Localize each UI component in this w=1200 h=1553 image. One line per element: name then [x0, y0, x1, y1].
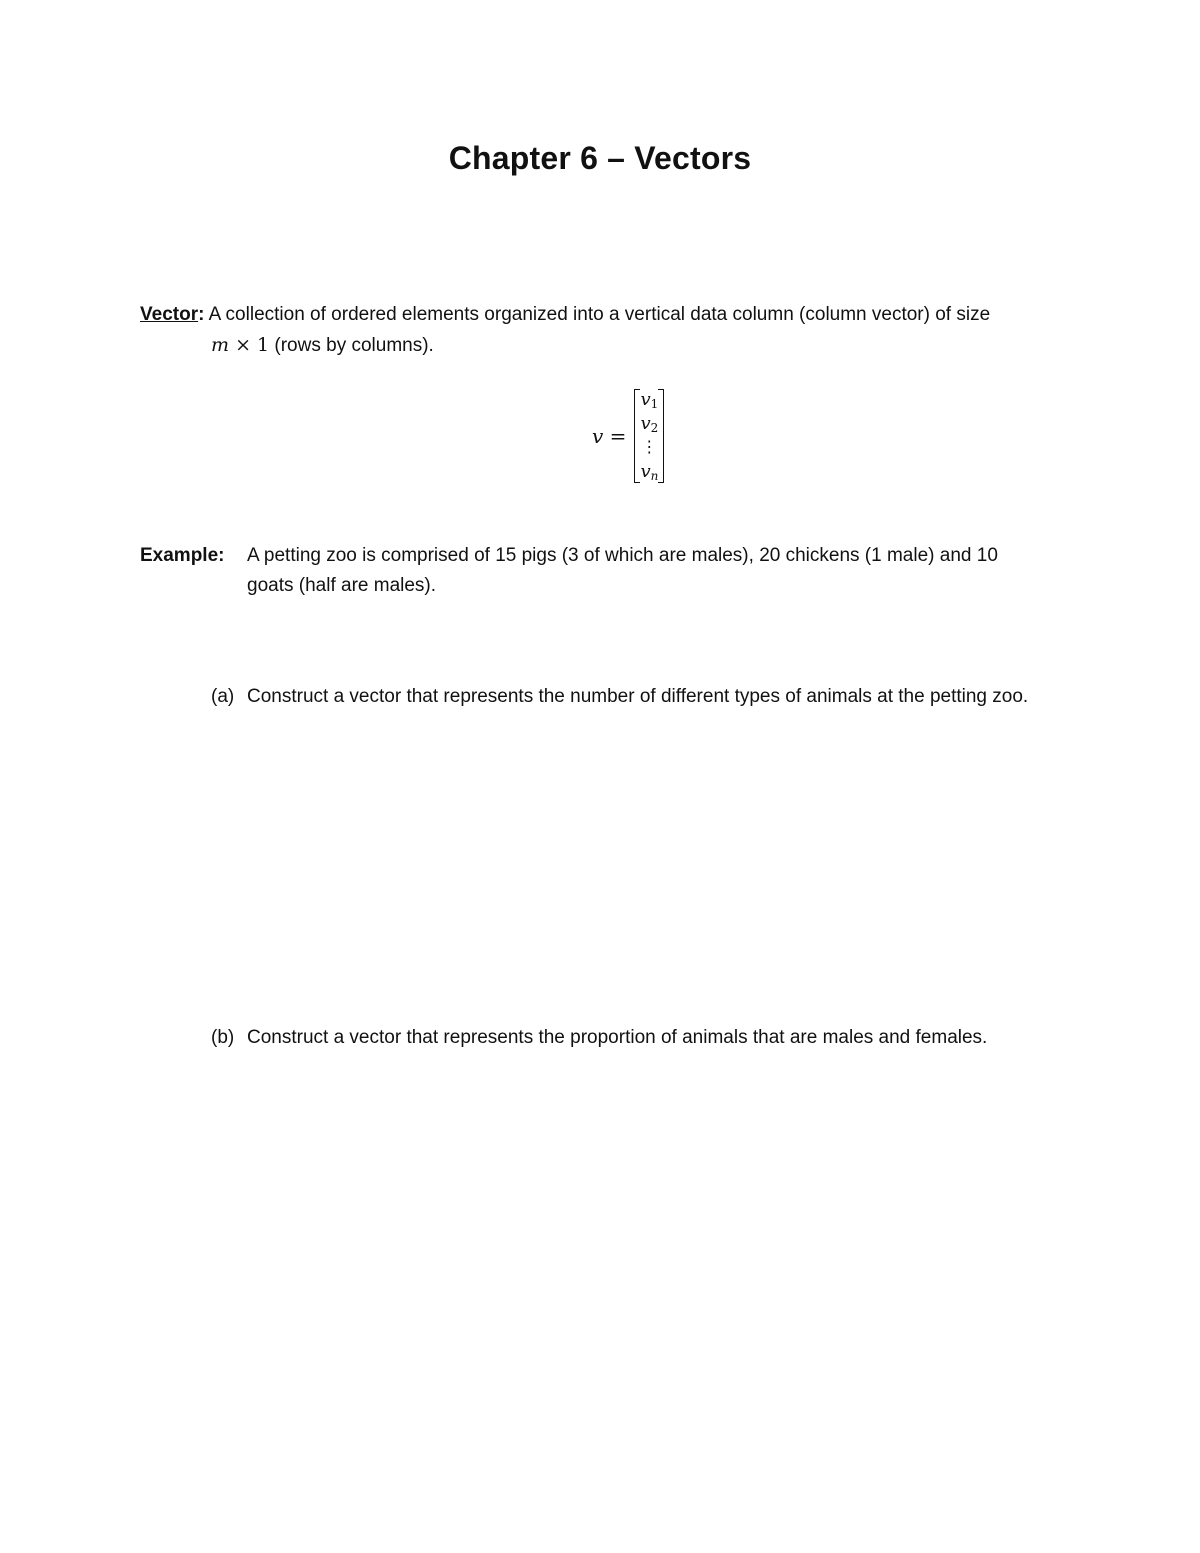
vector-entry: [640, 389, 658, 411]
definition-text: A collection of ordered elements organized into a vertical data column (column vector) of size: [204, 304, 991, 325]
vector-equation: [592, 388, 664, 484]
definition-colon: :: [198, 304, 205, 325]
vector-entry: [640, 413, 658, 435]
question-a-text: Construct a vector that represents the number of different types of animals at the petting zoo.: [247, 686, 1029, 707]
definition-text-rest: (rows by columns).: [269, 335, 434, 356]
entry-base: v: [640, 461, 651, 482]
question-b-text: Construct a vector that represents the proportion of animals that are males and females.: [247, 1027, 988, 1048]
equals-sign: =: [603, 424, 627, 448]
entry-base: v: [640, 389, 651, 410]
vector-entry: [640, 461, 658, 483]
entry-subscript: 1: [650, 397, 659, 411]
definition-term: Vector: [140, 304, 199, 325]
column-vector-bracket: [634, 389, 664, 483]
equation-lhs: [592, 424, 626, 448]
entry-base: v: [640, 413, 651, 434]
size-m: m: [211, 334, 230, 356]
definition-line-2: [140, 330, 1060, 361]
vector-definition: [140, 300, 1060, 361]
entry-subscript: 2: [650, 421, 659, 435]
vertical-ellipsis: ⋮: [641, 437, 658, 456]
example-label: Example:: [140, 545, 225, 566]
entry-subscript: n: [650, 469, 659, 483]
definition-line-1: [140, 300, 1060, 330]
size-times-one: × 1: [229, 334, 270, 356]
chapter-title: Chapter 6 – Vectors: [448, 140, 752, 176]
example-text: A petting zoo is comprised of 15 pigs (3 of which are males), 20 chickens (1 male) and 10 goats (half are males).: [247, 545, 998, 596]
question-b-label: (b): [211, 1027, 235, 1048]
lhs-variable: v: [592, 424, 604, 448]
question-a-label: (a): [211, 686, 235, 707]
